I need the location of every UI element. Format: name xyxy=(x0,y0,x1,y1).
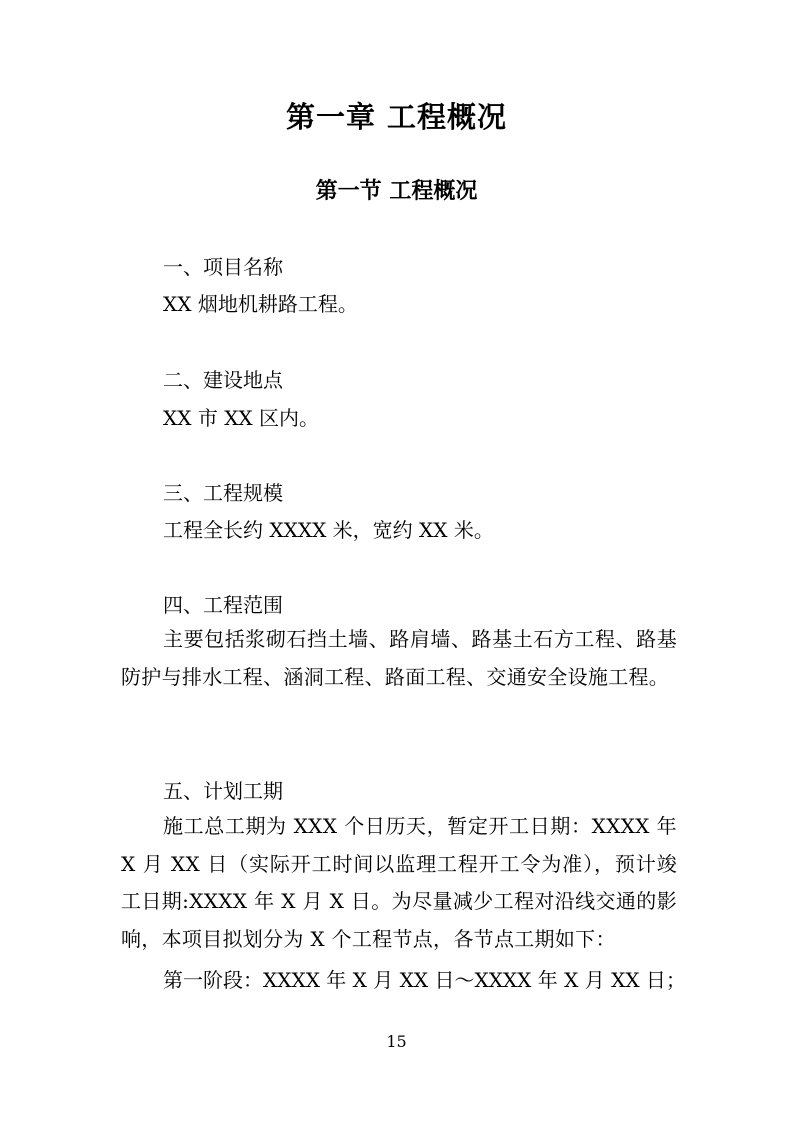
heading-project-scope: 四、工程范围 xyxy=(163,593,283,617)
section-title: 第一节 工程概况 xyxy=(315,178,478,204)
heading-project-name: 一、项目名称 xyxy=(163,255,283,279)
content-schedule: 施工总工期为 XXX 个日历天，暂定开工日期：XXXX 年 X 月 XX 日（实际开工时间以监理工程开工令为准），预计竣工日期:XXXX 年 X 月 X 日。为尽量减少工程对沿线交通的影响，本项目拟划分为 X 个工程节点，各节点工期如下： xyxy=(121,814,677,951)
heading-project-scale: 三、工程规模 xyxy=(163,481,283,505)
content-project-scale: 工程全长约 XXXX 米，宽约 XX 米。 xyxy=(163,518,494,542)
heading-construction-site: 二、建设地点 xyxy=(163,368,283,392)
schedule-stage-one: 第一阶段：XXXX 年 X 月 XX 日～XXXX 年 X 月 XX 日； xyxy=(163,968,686,992)
chapter-title: 第一章 工程概况 xyxy=(285,100,508,134)
content-project-name: XX 烟地机耕路工程。 xyxy=(163,292,358,316)
page-number: 15 xyxy=(386,1032,407,1051)
heading-schedule: 五、计划工期 xyxy=(163,779,283,803)
content-project-scope: 主要包括浆砌石挡土墙、路肩墙、路基土石方工程、路基防护与排水工程、涵洞工程、路面工程、交通安全设施工程。 xyxy=(121,627,677,689)
content-construction-site: XX 市 XX 区内。 xyxy=(163,406,320,430)
